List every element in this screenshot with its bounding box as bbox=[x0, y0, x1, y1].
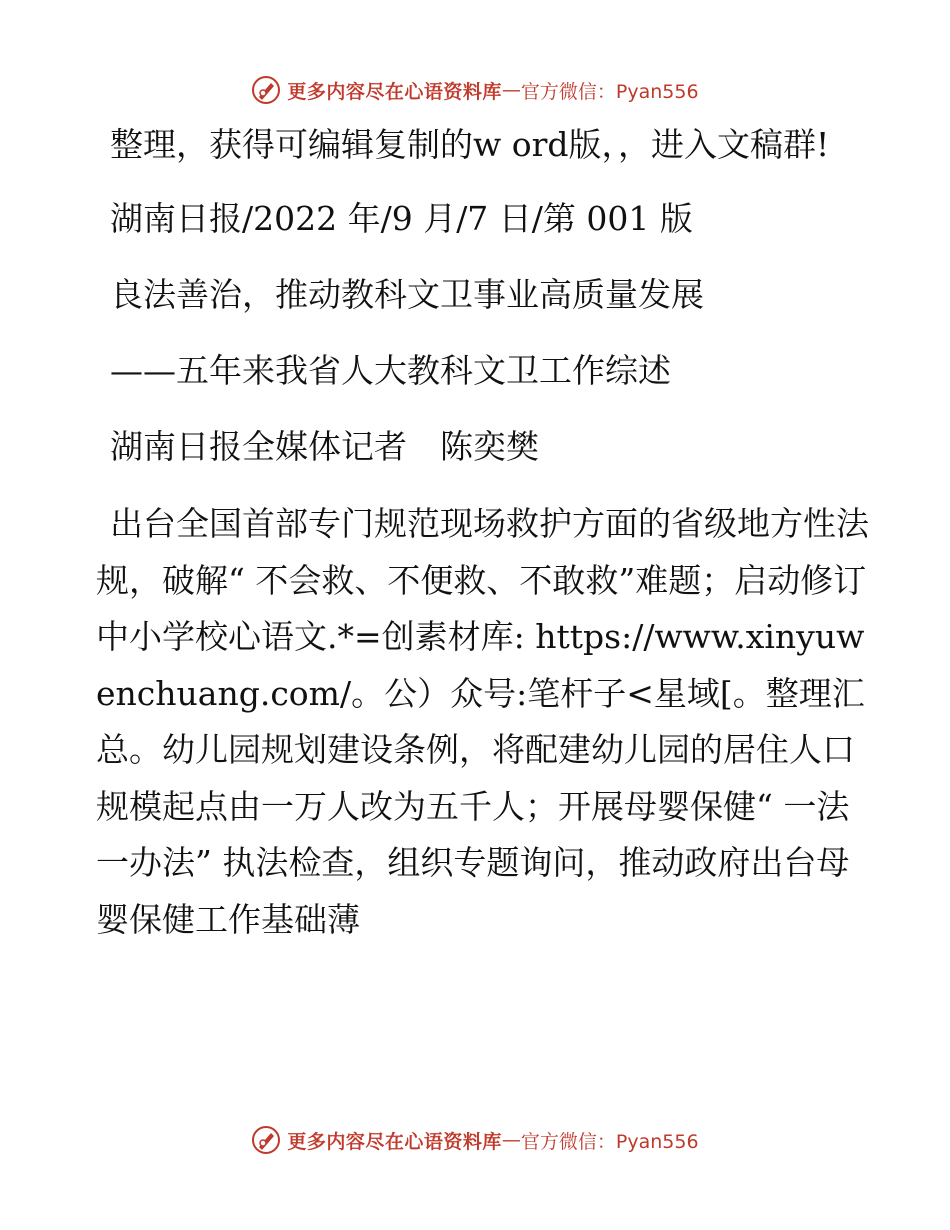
banner-main-text: 更多内容尽在心语资料库 bbox=[287, 80, 502, 103]
article-title: 良法善治，推动教科文卫事业高质量发展 bbox=[110, 275, 704, 314]
byline: 湖南日报全媒体记者 陈奕樊 bbox=[110, 427, 539, 466]
header-banner bbox=[0, 70, 950, 110]
pen-logo-icon bbox=[251, 75, 281, 105]
banner-dash: — bbox=[501, 79, 521, 101]
body-text: 出台全国首部专门规范现场救护方面的省级地方性法规，破解“ 不会救、不便救、不敢救”难题；启动修订中小学校心语文.*=创素材库: https://www.xinyuwenchuang.com/。公）众号:笔杆子<星域[。整理汇总。幼儿园规划建设条例，将配建幼儿园的居住人口规模起点由一万人改为五千人；开展母婴保健“ 一法一办法” 执法检查，组织专题询问，推动政府出台母婴保健工作基础薄 bbox=[96, 504, 869, 939]
footer-banner bbox=[0, 1120, 950, 1160]
banner-main-text: 更多内容尽在心语资料库 bbox=[287, 1130, 502, 1153]
document-content bbox=[96, 118, 876, 948]
source-line: 湖南日报/2022 年/9 月/7 日/第 001 版 bbox=[110, 199, 693, 238]
pen-logo-icon bbox=[251, 1125, 281, 1155]
banner-official-text: 官方微信：Pyan556 bbox=[520, 1130, 699, 1153]
intro-paragraph: 整理，获得可编辑复制的w ord版，，进入文稿群! bbox=[110, 125, 830, 164]
body-paragraph bbox=[96, 496, 876, 948]
banner-dash: — bbox=[501, 1129, 521, 1151]
banner-official-text: 官方微信：Pyan556 bbox=[520, 80, 699, 103]
article-subtitle: ——五年来我省人大教科文卫工作综述 bbox=[110, 351, 671, 390]
